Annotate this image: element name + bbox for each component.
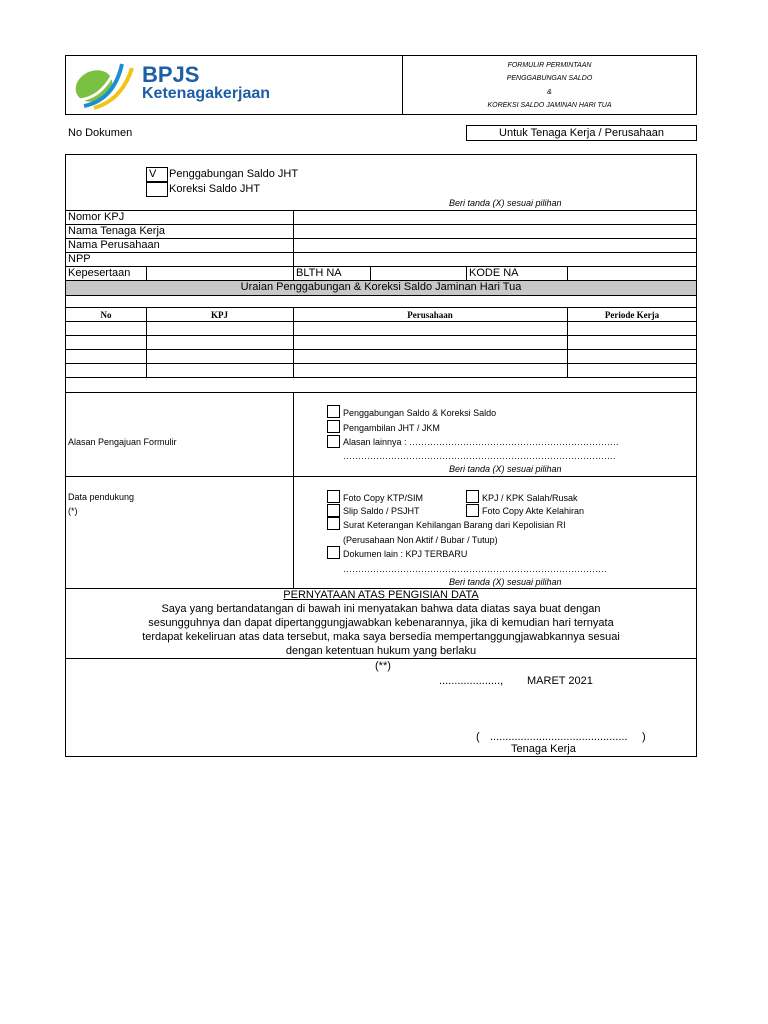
- form-title-line-3: &: [547, 89, 552, 96]
- signature-note: (**): [375, 660, 391, 672]
- nama-tk-label: Nama Tenaga Kerja: [68, 225, 166, 237]
- alasan-checkbox-1[interactable]: [327, 405, 340, 418]
- dokumen-lain-checkbox[interactable]: [327, 546, 340, 559]
- choice-hint: Beri tanda (X) sesuai pilihan: [449, 198, 562, 208]
- signature-close-paren: ): [642, 731, 646, 743]
- ktp-label: Foto Copy KTP/SIM: [343, 493, 424, 503]
- npp-input[interactable]: [294, 253, 696, 266]
- choice-checkbox-1[interactable]: [146, 167, 168, 182]
- alasan-option-1: Penggabungan Saldo & Koreksi Saldo: [343, 408, 497, 418]
- table-header-periode: Periode Kerja: [604, 310, 660, 320]
- untuk-box: Untuk Tenaga Kerja / Perusahaan: [466, 125, 697, 141]
- alasan-checkbox-2[interactable]: [327, 420, 340, 433]
- choice-checkbox-2[interactable]: [146, 182, 168, 197]
- choice-option-2: Koreksi Saldo JHT: [169, 183, 261, 195]
- table-header-no: No: [100, 310, 112, 320]
- surat-label: Surat Keterangan Kehilangan Barang dari Kepolisian RI: [343, 520, 566, 530]
- logo-name: BPJS: [142, 62, 200, 87]
- pernyataan-line-4: dengan ketentuan hukum yang berlaku: [285, 645, 477, 657]
- pernyataan-title-text: PERNYATAAN ATAS PENGISIAN DATA: [283, 589, 479, 601]
- kode-na-input[interactable]: [567, 266, 697, 281]
- signature-name-line[interactable]: .............................................: [490, 731, 628, 743]
- alasan-option-2: Pengambilan JHT / JKM: [343, 423, 440, 433]
- akte-checkbox[interactable]: [466, 504, 479, 517]
- form-title-line-4: KOREKSI SALDO JAMINAN HARI TUA: [487, 102, 612, 109]
- alasan-checkbox-3[interactable]: [327, 435, 340, 448]
- nomor-kpj-input[interactable]: [294, 211, 696, 224]
- alasan-option-3: Alasan lainnya : …………………………………………………………….: [343, 437, 619, 447]
- kpj-rusak-checkbox[interactable]: [466, 490, 479, 503]
- logo-mark-icon: [70, 60, 140, 110]
- surat-note: (Perusahaan Non Aktif / Bubar / Tutup): [343, 535, 498, 545]
- signature-role: Tenaga Kerja: [511, 743, 576, 755]
- pendukung-dots: …………………………………………………………………………….: [343, 564, 607, 574]
- blth-na-label: BLTH NA: [296, 267, 342, 279]
- no-dokumen-label: No Dokumen: [68, 127, 133, 139]
- dokumen-lain-label: Dokumen lain : KPJ TERBARU: [343, 549, 468, 559]
- pendukung-note: (*): [68, 506, 78, 516]
- choice-mark: V: [149, 168, 157, 180]
- pernyataan-line-3: terdapat kekeliruan atas data tersebut, maka saya bersedia mempertanggungjawabkannya sesuai: [142, 631, 620, 643]
- section-title-bar: Uraian Penggabungan & Koreksi Saldo Jaminan Hari Tua: [66, 281, 696, 295]
- ktp-checkbox[interactable]: [327, 490, 340, 503]
- kpj-rusak-label: KPJ / KPK Salah/Rusak: [482, 493, 578, 503]
- table-row[interactable]: [66, 322, 696, 335]
- surat-checkbox[interactable]: [327, 517, 340, 530]
- pernyataan-line-2: sesungguhnya dan dapat dipertanggungjawabkan kebenarannya, jika di kemudian hari ternyata: [148, 617, 614, 629]
- slip-label: Slip Saldo / PSJHT: [343, 506, 420, 516]
- logo-subtitle: Ketenagakerjaan: [142, 85, 271, 102]
- bpjs-logo: [70, 60, 310, 110]
- nama-perusahaan-input[interactable]: [294, 239, 696, 252]
- signature-date: MARET 2021: [527, 675, 593, 687]
- slip-checkbox[interactable]: [327, 504, 340, 517]
- npp-label: NPP: [68, 253, 91, 265]
- table-row[interactable]: [66, 350, 696, 363]
- signature-place[interactable]: ....................,: [439, 675, 504, 687]
- nama-perusahaan-label: Nama Perusahaan: [68, 239, 160, 251]
- akte-label: Foto Copy Akte Kelahiran: [482, 506, 585, 516]
- table-row[interactable]: [66, 336, 696, 349]
- form-title-line-1: FORMULIR PERMINTAAN: [507, 62, 592, 69]
- alasan-label: Alasan Pengajuan Formulir: [68, 437, 177, 447]
- pendukung-label: Data pendukung: [68, 492, 135, 502]
- blth-na-input[interactable]: [370, 266, 467, 281]
- form-title-line-2: PENGGABUNGAN SALDO: [506, 75, 593, 82]
- pernyataan-title: [65, 589, 697, 602]
- kode-na-label: KODE NA: [469, 267, 519, 279]
- nomor-kpj-label: Nomor KPJ: [68, 211, 125, 223]
- signature-open-paren: (: [476, 731, 480, 743]
- alasan-hint: Beri tanda (X) sesuai pilihan: [449, 464, 562, 474]
- kepesertaan-input[interactable]: [146, 266, 294, 281]
- table-row[interactable]: [66, 364, 696, 377]
- table-header-perusahaan: Perusahaan: [407, 310, 453, 320]
- pendukung-hint: Beri tanda (X) sesuai pilihan: [449, 577, 562, 587]
- pernyataan-line-1: Saya yang bertandatangan di bawah ini menyatakan bahwa data diatas saya buat dengan: [161, 603, 601, 615]
- choice-option-1: Penggabungan Saldo JHT: [169, 168, 299, 180]
- nama-tk-input[interactable]: [294, 225, 696, 238]
- alasan-dots: ……………………………………………………………………………….: [343, 451, 616, 461]
- kepesertaan-label: Kepesertaan: [68, 267, 131, 279]
- table-header-kpj: KPJ: [211, 310, 228, 320]
